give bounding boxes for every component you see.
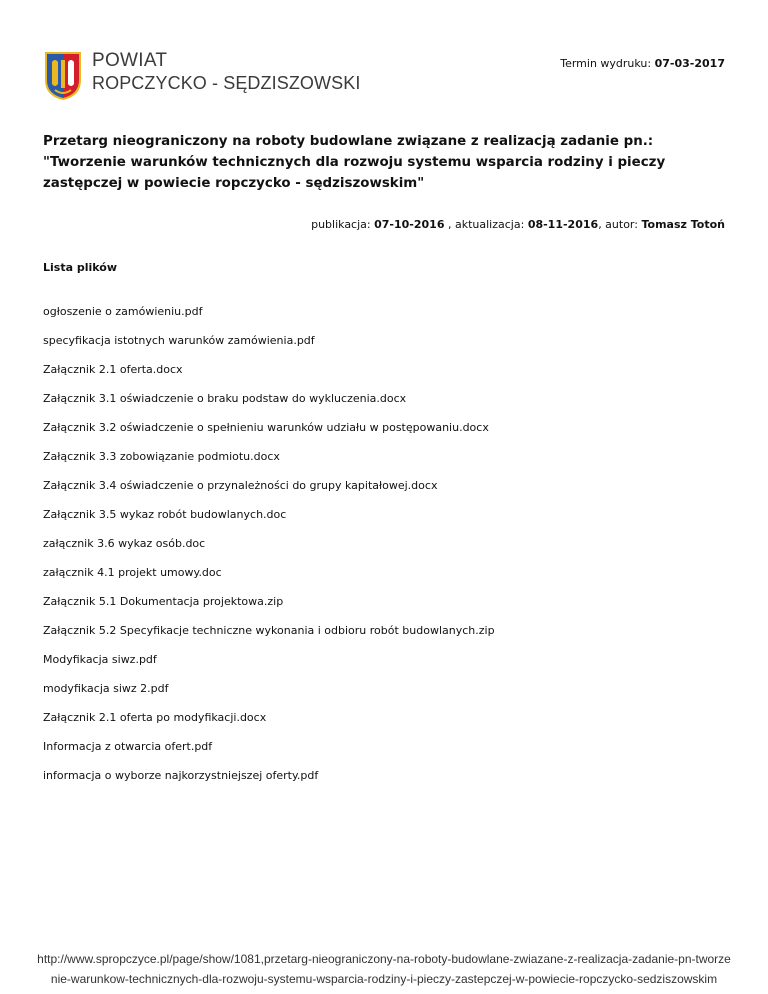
file-link[interactable]: Załącznik 3.1 oświadczenie o braku podstaw do wykluczenia.docx bbox=[43, 392, 407, 405]
file-link[interactable]: Załącznik 3.3 zobowiązanie podmiotu.docx bbox=[43, 450, 280, 463]
updated-label: , aktualizacja: bbox=[448, 218, 525, 231]
page-title: Przetarg nieograniczony na roboty budowlane związane z realizacją zadanie pn.: "Tworzenie warunków technicznych dla rozwoju systemu wsparcia rodziny i pieczy zastępczej w powiecie ropczycko - sędziszowskim" bbox=[43, 134, 666, 191]
file-list-heading: Lista plików bbox=[43, 261, 117, 274]
list-item[interactable] bbox=[43, 740, 495, 769]
list-item[interactable] bbox=[43, 363, 495, 392]
list-item[interactable] bbox=[43, 595, 495, 624]
file-link[interactable]: informacja o wyborze najkorzystniejszej oferty.pdf bbox=[43, 769, 319, 782]
county-logo[interactable] bbox=[43, 50, 360, 102]
list-item[interactable] bbox=[43, 682, 495, 711]
author-name: Tomasz Totoń bbox=[641, 218, 725, 231]
file-link[interactable]: załącznik 4.1 projekt umowy.doc bbox=[43, 566, 222, 579]
list-item[interactable] bbox=[43, 479, 495, 508]
list-item[interactable] bbox=[43, 711, 495, 740]
file-link[interactable]: Załącznik 5.2 Specyfikacje techniczne wykonania i odbioru robót budowlanych.zip bbox=[43, 624, 495, 637]
file-link[interactable]: Załącznik 3.5 wykaz robót budowlanych.doc bbox=[43, 508, 287, 521]
print-date-value: 07-03-2017 bbox=[654, 57, 725, 70]
file-link[interactable]: Informacja z otwarcia ofert.pdf bbox=[43, 740, 213, 753]
file-link[interactable]: specyfikacja istotnych warunków zamówienia.pdf bbox=[43, 334, 315, 347]
list-item[interactable] bbox=[43, 334, 495, 363]
file-link[interactable]: Załącznik 5.1 Dokumentacja projektowa.zip bbox=[43, 595, 284, 608]
file-link[interactable]: Załącznik 3.4 oświadczenie o przynależności do grupy kapitałowej.docx bbox=[43, 479, 438, 492]
print-date-label: Termin wydruku: bbox=[560, 57, 652, 70]
logo-line-county-name: ROPCZYCKO - SĘDZISZOWSKI bbox=[92, 73, 361, 93]
article-meta bbox=[311, 218, 725, 232]
list-item[interactable] bbox=[43, 566, 495, 595]
list-item[interactable] bbox=[43, 508, 495, 537]
file-link[interactable]: załącznik 3.6 wykaz osób.doc bbox=[43, 537, 206, 550]
list-item[interactable] bbox=[43, 392, 495, 421]
file-link[interactable]: Modyfikacja siwz.pdf bbox=[43, 653, 157, 666]
file-link[interactable]: Załącznik 2.1 oferta.docx bbox=[43, 363, 183, 376]
file-link[interactable]: ogłoszenie o zamówieniu.pdf bbox=[43, 305, 203, 318]
page-header bbox=[0, 0, 768, 110]
file-list bbox=[43, 305, 495, 798]
page-url-footer: http://www.spropczyce.pl/page/show/1081,przetarg-nieograniczony-na-roboty-budowlane-zwiazane-z-realizacja-zadanie-pn-tworzenie-warunkow-technicznych-dla-rozwoju-systemu-wsparcia-rodziny-i-pieczy-zastepczej-w-powiecie-ropczycko-sedziszowskim bbox=[37, 952, 731, 986]
list-item[interactable] bbox=[43, 653, 495, 682]
logo-line-powiat: POWIAT bbox=[92, 50, 168, 71]
list-item[interactable] bbox=[43, 421, 495, 450]
list-item[interactable] bbox=[43, 624, 495, 653]
file-link[interactable]: modyfikacja siwz 2.pdf bbox=[43, 682, 169, 695]
list-item[interactable] bbox=[43, 769, 495, 798]
file-link[interactable]: Załącznik 2.1 oferta po modyfikacji.docx bbox=[43, 711, 267, 724]
print-date-info bbox=[560, 57, 725, 71]
updated-date: 08-11-2016 bbox=[527, 218, 599, 231]
coat-of-arms-icon bbox=[43, 50, 83, 102]
author-label: , autor: bbox=[598, 218, 638, 231]
list-item[interactable] bbox=[43, 537, 495, 566]
published-label: publikacja: bbox=[311, 218, 371, 231]
list-item[interactable] bbox=[43, 450, 495, 479]
list-item[interactable] bbox=[43, 305, 495, 334]
published-date: 07-10-2016 bbox=[374, 218, 445, 231]
file-link[interactable]: Załącznik 3.2 oświadczenie o spełnieniu warunków udziału w postępowaniu.docx bbox=[43, 421, 489, 434]
